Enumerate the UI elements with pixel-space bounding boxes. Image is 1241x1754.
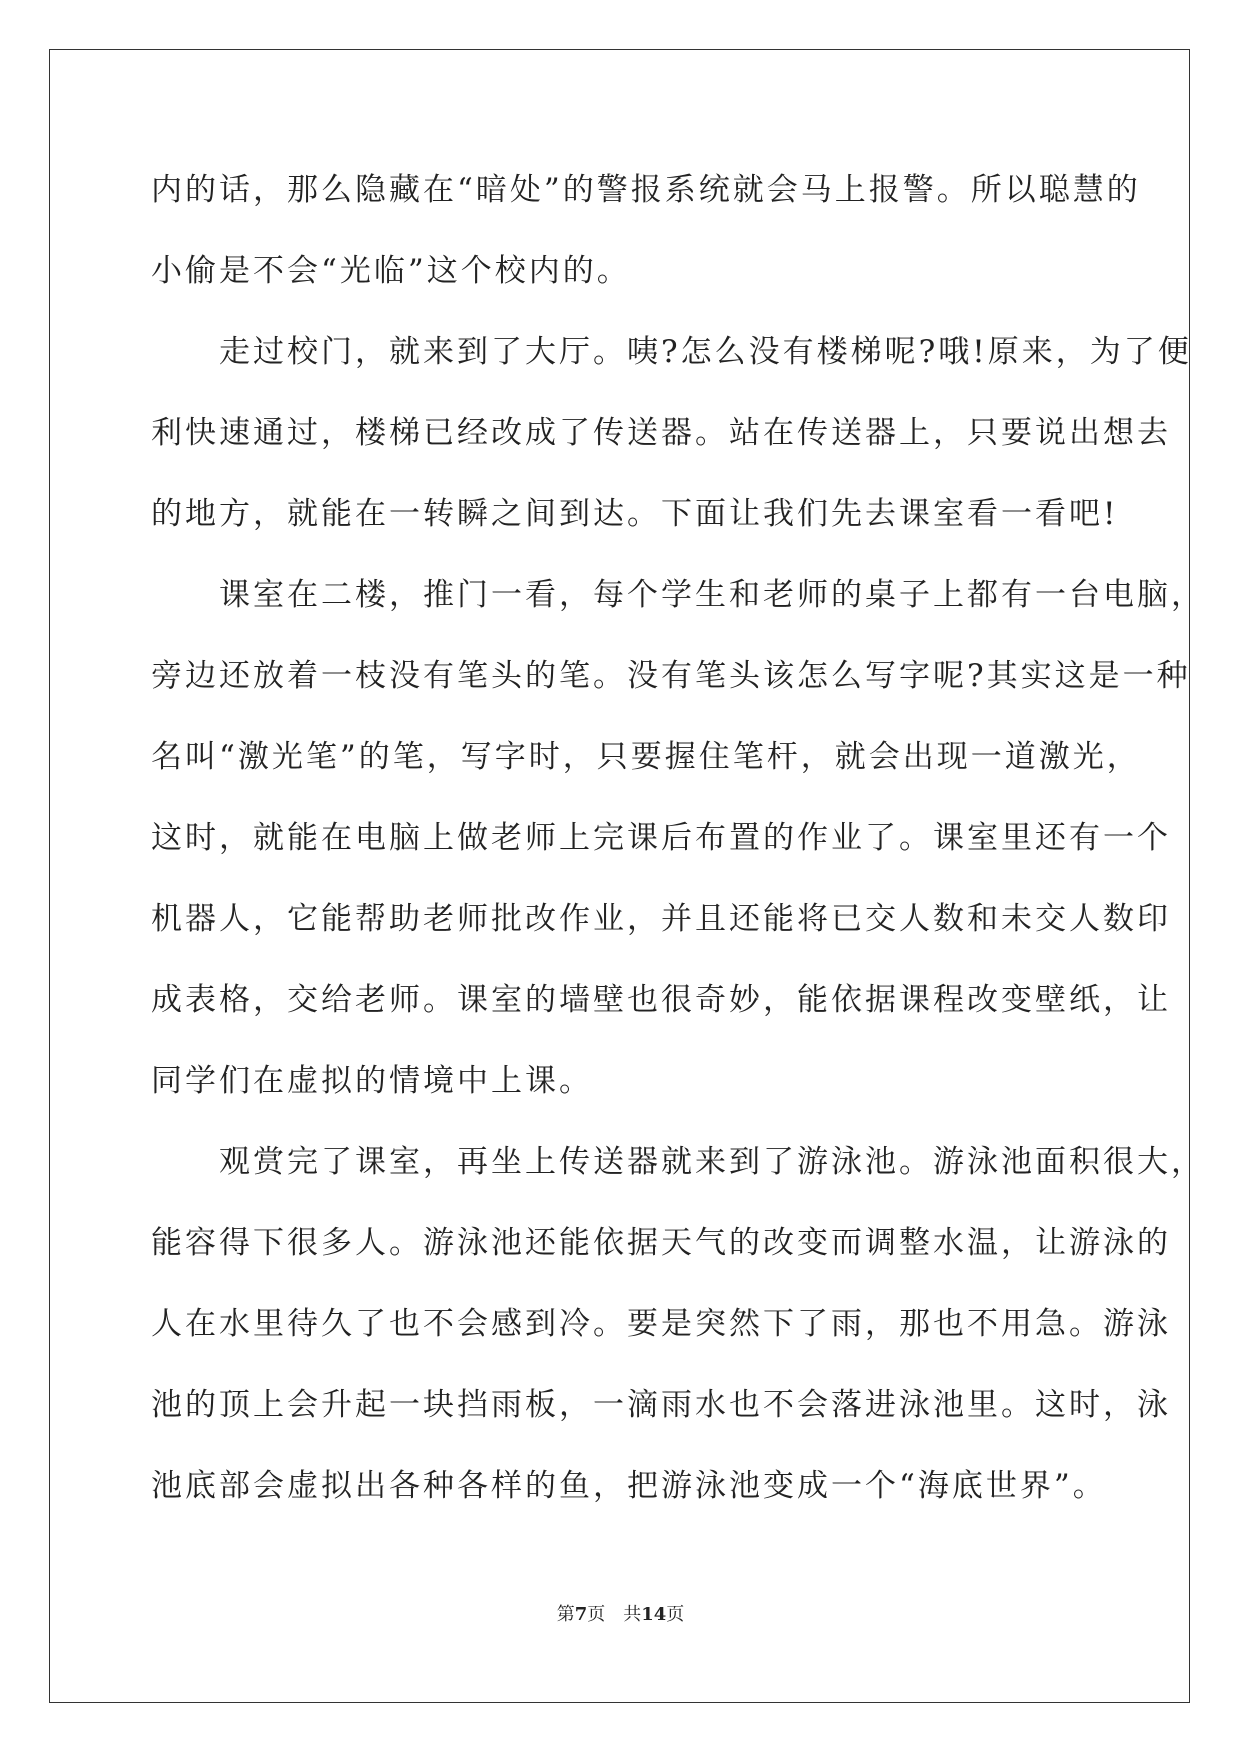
- text-line: 内的话，那么隐藏在“暗处”的警报系统就会马上报警。所以聪慧的: [151, 172, 1141, 208]
- page-footer: [0, 1600, 1241, 1626]
- text-line: 池的顶上会升起一块挡雨板，一滴雨水也不会落进泳池里。这时，泳: [151, 1387, 1171, 1423]
- text-line: 这时，就能在电脑上做老师上完课后布置的作业了。课室里还有一个: [151, 820, 1171, 856]
- text-line: 观赏完了课室，再坐上传送器就来到了游泳池。游泳池面积很大，: [151, 1144, 1205, 1180]
- page-number: 7: [574, 1604, 588, 1625]
- text-line: 池底部会虚拟出各种各样的鱼，把游泳池变成一个“海底世界”。: [151, 1468, 1107, 1504]
- page-suffix: 页: [587, 1604, 606, 1625]
- text-line: 机器人，它能帮助老师批改作业，并且还能将已交人数和未交人数印: [151, 901, 1171, 937]
- text-line: 利快速通过，楼梯已经改成了传送器。站在传送器上，只要说出想去: [151, 415, 1171, 451]
- text-line: 的地方，就能在一转瞬之间到达。下面让我们先去课室看一看吧!: [151, 496, 1119, 532]
- text-line: 成表格，交给老师。课室的墙壁也很奇妙，能依据课程改变壁纸，让: [151, 982, 1171, 1018]
- text-line: 名叫“激光笔”的笔，写字时，只要握住笔杆，就会出现一道激光，: [151, 739, 1141, 775]
- text-line: 人在水里待久了也不会感到冷。要是突然下了雨，那也不用急。游泳: [151, 1306, 1171, 1342]
- text-line: 走过校门，就来到了大厅。咦?怎么没有楼梯呢?哦!原来，为了便: [151, 334, 1192, 370]
- text-line: 小偷是不会“光临”这个校内的。: [151, 253, 631, 289]
- text-line: 能容得下很多人。游泳池还能依据天气的改变而调整水温，让游泳的: [151, 1225, 1171, 1261]
- text-line: 同学们在虚拟的情境中上课。: [151, 1063, 593, 1099]
- page-prefix: 第: [556, 1604, 575, 1625]
- text-line: 课室在二楼，推门一看，每个学生和老师的桌子上都有一台电脑，: [151, 577, 1205, 613]
- total-prefix: 共: [623, 1604, 642, 1625]
- total-suffix: 页: [666, 1604, 685, 1625]
- text-line: 旁边还放着一枝没有笔头的笔。没有笔头该怎么写字呢?其实这是一种: [151, 658, 1191, 694]
- document-body: [151, 150, 1205, 1527]
- total-pages: 14: [641, 1604, 667, 1625]
